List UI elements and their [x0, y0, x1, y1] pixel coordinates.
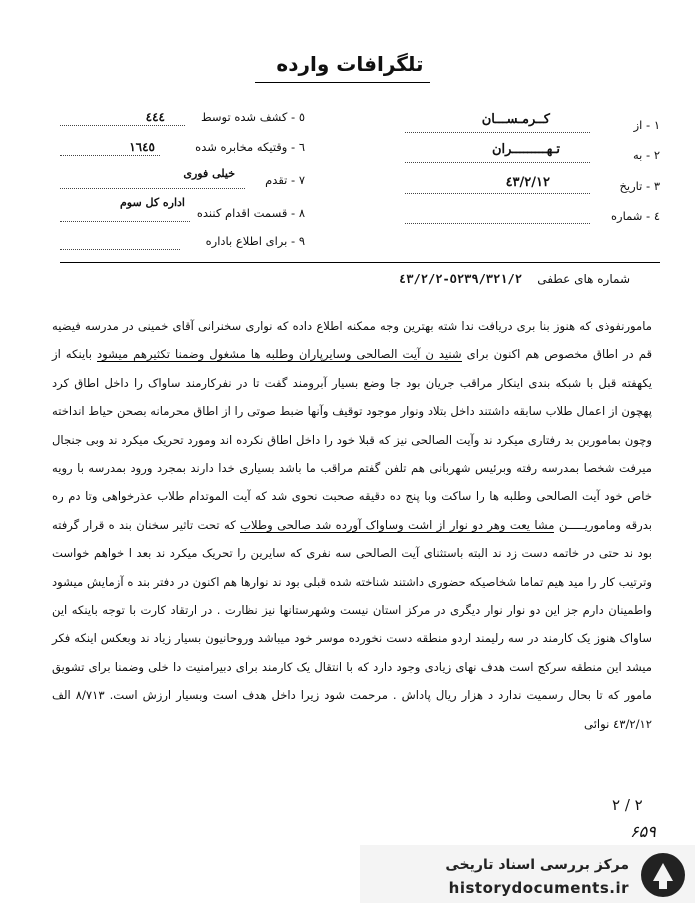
field-decoded-by-label: ٥ - کشف شده توسط: [201, 110, 305, 124]
body-underlined-1: شنید ن آیت الصالحی وسایرپاران وطلبه ها مشغول وضمنا تکثیرهم میشود: [96, 347, 462, 362]
field-priority: [55, 167, 305, 187]
field-for-info-label: ٩ - برای اطلاع باداره: [205, 234, 305, 248]
reference-label: شماره های عطفی: [537, 272, 630, 286]
field-priority-line: [60, 188, 245, 189]
field-decoded-by-value: ٤٤٤: [145, 110, 165, 124]
field-date-label: ٣ - تاریخ: [619, 179, 660, 193]
field-from-label: ١ - از: [633, 118, 660, 132]
field-to: [400, 142, 660, 162]
field-from: [400, 112, 660, 132]
body-underlined-2: مشا یعت وهر دو نوار از اشت وساواک آورده شد صالحی وطلاب: [240, 517, 555, 532]
field-transmitted-value: ١٦٤٥: [129, 140, 155, 154]
field-decoded-by: [55, 110, 305, 124]
field-transmitted-line: [60, 155, 160, 156]
watermark-site-name: مرکز بررسی اسناد تاریخی: [445, 857, 629, 873]
field-number-line: [405, 223, 590, 224]
header-separator: [60, 262, 660, 263]
telegram-body: [52, 312, 652, 738]
field-decoded-by-line: [60, 125, 185, 126]
field-priority-value: خیلی فوری: [183, 167, 235, 180]
handwritten-mark: ۲ / ۲: [612, 796, 643, 814]
field-from-value: کــرمـســـان: [481, 112, 550, 127]
field-date-value: ٤٣/٢/١٢: [505, 175, 550, 190]
field-for-info-line: [60, 249, 180, 250]
field-number: [400, 209, 660, 223]
watermark-footer: [360, 845, 695, 903]
field-action-dept-line: [60, 221, 190, 222]
body-text-2: باینکه از یکهفته قبل با شبکه بندی اینکار مراقب جریان بود جا وضع بسیار آبرومند گفت تا در نفرکارمند ساواک را داخل اطاق کرد پهچون از اعمال طلاب سابقه داشتند داخل بتلاد ونوار موجود توقیف وآنها ضبط صوتی را از اطاق محرمانه بصحن حیاط انداخته وچون بماموربن بد رفتاری میکرد ند وآیت الصالحی نیز که قبلا خود را داخل اطاق نکرده اند ومورد تحریک میکرد ند وبی جنجال میرفت شخصا بمدرسه رفته وبرئیس شهربانی هم تلفن گفتم مراقب ما باشد بسیاری خدا دارند بمجرد ورود بمدرسه با رویه خاص خود آیت الصالحی وطلبه ها را ساکت وبا پنج ده دقیقه صحبت نحوی شد که آیت الموتدام طلاب عذرخواهی وتا دم ره بدرقه وماموریـــــن: [52, 347, 653, 532]
field-date-line: [405, 193, 590, 194]
archive-logo-icon: [639, 851, 687, 899]
field-for-info: [55, 234, 305, 248]
title-underline: [255, 82, 430, 83]
field-action-dept-value: اداره کل سوم: [119, 196, 185, 209]
reference-value: ٥٢٣٩/٣٢١/٢-٤٣/٢/٢: [399, 272, 522, 286]
body-text-3: که تحت تاثیر سخنان بند ه قرار گرفته بود ند حتی در خاتمه دست زد ند البته باستثنای آیت الصالحی سه نفری که سایرین را تحریک میکرد ند بعد ا خواهم خواست وترتیب کار را مید هیم تماما شخاصیکه حضوری داشتند شناخته شده قبلی بود ند نوارها هم اکنون در دفتر بند ه آزمایش میشود واطمینان دارم جز این دو نوار نوار دیگری در مرکز استان نیست وشهرستانها نیز نظارت . در ارتقاد کارت با توجه باینکه این ساواک هنوز یک کارمند در سه رلیمند اردو منطقه دست نخورده موسر خود میباشد وروحانیون بسیار زیاد ند وبعکس اینکه فکر میشد این منطقه سرکج است هدف نهای زیادی وجود دارد که با انتقال یک کارمند برای دبیرامنیت دا خلی وضمنا برای تشویق مامور که تا بحال رسمیت ندارد د هزار ریال پاداش . مرحمت شود زیرا داخل هدف است وبسیار ارزش است. ٨/٧١٣ الف ٤٣/٢/١٢ نوائی: [52, 517, 652, 731]
watermark-site-url: historydocuments.ir: [448, 879, 629, 897]
field-to-line: [405, 162, 590, 163]
document-title: تلگرافات وارده: [276, 52, 424, 76]
field-action-dept: [55, 196, 305, 220]
field-number-label: ٤ - شماره: [610, 209, 660, 223]
body-paragraph: [52, 312, 652, 738]
field-to-label: ٢ - به: [632, 148, 660, 162]
field-priority-label: ٧ - تقدم: [265, 173, 305, 187]
body-text-1: مامورنفوذی که هنوز بنا بری دریافت ندا شته بهترین وجه ممکنه اطلاع داده که نواری سخنرانی آقای خمینی در مدرسه فیضیه قم در اطاق مخصوص هم اکنون برای: [52, 319, 652, 362]
field-transmitted-label: ٦ - وقتیکه مخابره شده: [195, 140, 305, 154]
handwritten-page-number: ۶۵۹: [630, 822, 656, 841]
field-date: [400, 175, 660, 193]
field-to-value: تـهـــــــــران: [491, 142, 560, 157]
reference-line: [60, 272, 630, 286]
field-action-dept-label: ٨ - قسمت اقدام کننده: [196, 206, 305, 220]
field-from-line: [405, 132, 590, 133]
field-transmitted: [55, 140, 305, 154]
